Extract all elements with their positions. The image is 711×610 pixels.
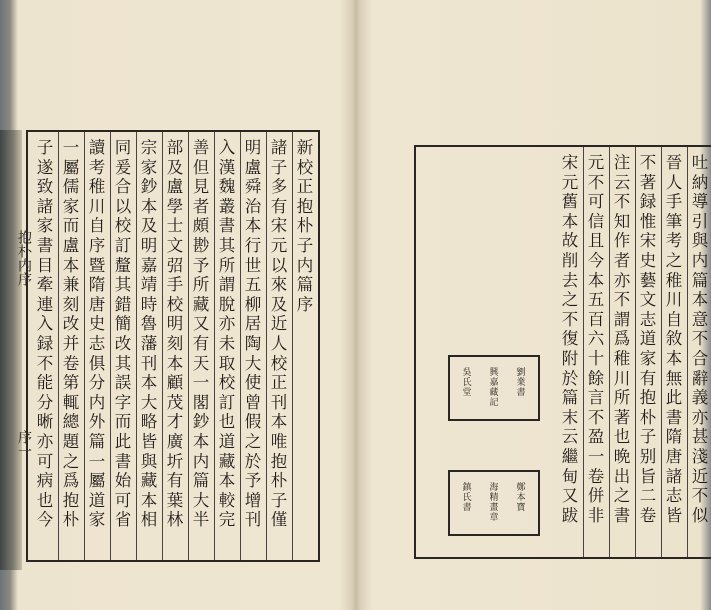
column-rule: [635, 147, 636, 557]
seal-character: 業: [516, 378, 526, 388]
column-rule: [292, 132, 293, 560]
column-rule: [188, 132, 189, 560]
seal-character: 氏: [462, 493, 472, 503]
seal-character: 嘉: [489, 378, 499, 388]
collector-seal-upper: [448, 355, 540, 421]
text-column: 注 云 不 知 作 者 亦 不 謂 爲 稚 川 所 著 也 晩 出 之 書: [613, 153, 631, 525]
text-column: 同 爰 合 以 校 訂 釐 其 錯 簡 改 其 誤 字 而 此 書 始 可 省: [114, 138, 132, 530]
text-column: 宋 元 舊 本 故 削 去 之 不 復 附 於 篇 末 云 繼 甸 又 跋: [561, 153, 579, 525]
column-rule: [110, 132, 111, 560]
seal-character: 劉: [516, 368, 526, 378]
column-rule: [58, 132, 59, 560]
collector-seal-lower: [448, 470, 540, 536]
column-rule: [84, 132, 85, 560]
text-column: 子 遂 致 諸 家 書 目 牽 連 入 録 不 能 分 晰 亦 可 病 也 今: [36, 138, 54, 530]
text-column: 不 著 録 惟 宋 史 藝 文 志 道 家 有 抱 朴 子 别 旨 二 卷: [639, 153, 657, 525]
text-column: 善 但 見 者 頗 尠 予 所 藏 又 有 天 一 閣 鈔 本 内 篇 大 半: [192, 138, 210, 530]
seal-character: 精: [489, 493, 499, 503]
text-column: 一 屬 儒 家 而 盧 本 兼 刻 改 并 卷 第 輒 總 題 之 爲 抱 朴: [62, 138, 80, 530]
text-column: 宗 家 鈔 本 及 明 嘉 靖 時 魯 藩 刊 本 大 略 皆 與 藏 本 相: [140, 138, 158, 530]
seal-character: 章: [489, 513, 499, 523]
seal-character: 藏: [489, 388, 499, 398]
column-rule: [583, 147, 584, 557]
seal-character: 書: [462, 503, 472, 513]
seal-character: 寶: [516, 503, 526, 513]
text-column: 新 校 正 抱 朴 子 内 篇 序: [296, 138, 314, 314]
fold-label-title: 抱朴内序: [16, 230, 32, 286]
seal-character: 畫: [489, 503, 499, 513]
seal-character: 海: [489, 483, 499, 493]
column-rule: [240, 132, 241, 560]
seal-character: 記: [489, 398, 499, 408]
text-column: 諸 子 多 有 宋 元 以 來 及 近 人 校 正 刊 本 唯 抱 朴 子 僅: [270, 138, 288, 530]
text-column: 元 不 可 信 且 今 本 五 百 六 十 餘 言 不 盈 一 卷 併 非: [587, 153, 605, 525]
seal-character: 本: [516, 493, 526, 503]
seal-character: 堂: [462, 388, 472, 398]
left-text-frame: [26, 130, 320, 562]
column-rule: [609, 147, 610, 557]
column-rule: [136, 132, 137, 560]
seal-character: 興: [489, 368, 499, 378]
seal-character: 書: [516, 388, 526, 398]
page-fold-edge: [0, 130, 22, 570]
column-rule: [687, 147, 688, 557]
text-column: 晉 人 手 筆 考 之 稚 川 自 敘 本 無 此 書 隋 唐 諸 志 皆: [665, 153, 683, 525]
seal-character: 吳: [462, 368, 472, 378]
seal-character: 鄭: [516, 483, 526, 493]
seal-character: 鎮: [462, 483, 472, 493]
seal-character: 氏: [462, 378, 472, 388]
text-column: 明 盧 舜 治 本 行 世 五 柳 居 陶 大 使 曾 假 之 於 予 增 刊: [244, 138, 262, 530]
column-rule: [214, 132, 215, 560]
column-rule: [162, 132, 163, 560]
text-column: 吐 納 導 引 與 内 篇 本 意 不 合 辭 義 亦 甚 淺 近 不 似: [691, 153, 709, 525]
column-rule: [266, 132, 267, 560]
text-column: 入 漢 魏 叢 書 其 所 謂 脫 亦 未 取 校 訂 也 道 藏 本 較 完: [218, 138, 236, 530]
text-column: 讀 考 稚 川 自 序 暨 隋 唐 史 志 俱 分 内 外 篇 一 屬 道 家: [88, 138, 106, 530]
fold-label-page: 序一: [16, 430, 32, 458]
column-rule: [661, 147, 662, 557]
text-column: 部 及 盧 學 士 文 弨 手 校 明 刻 本 顧 茂 才 廣 圻 有 葉 林: [166, 138, 184, 530]
